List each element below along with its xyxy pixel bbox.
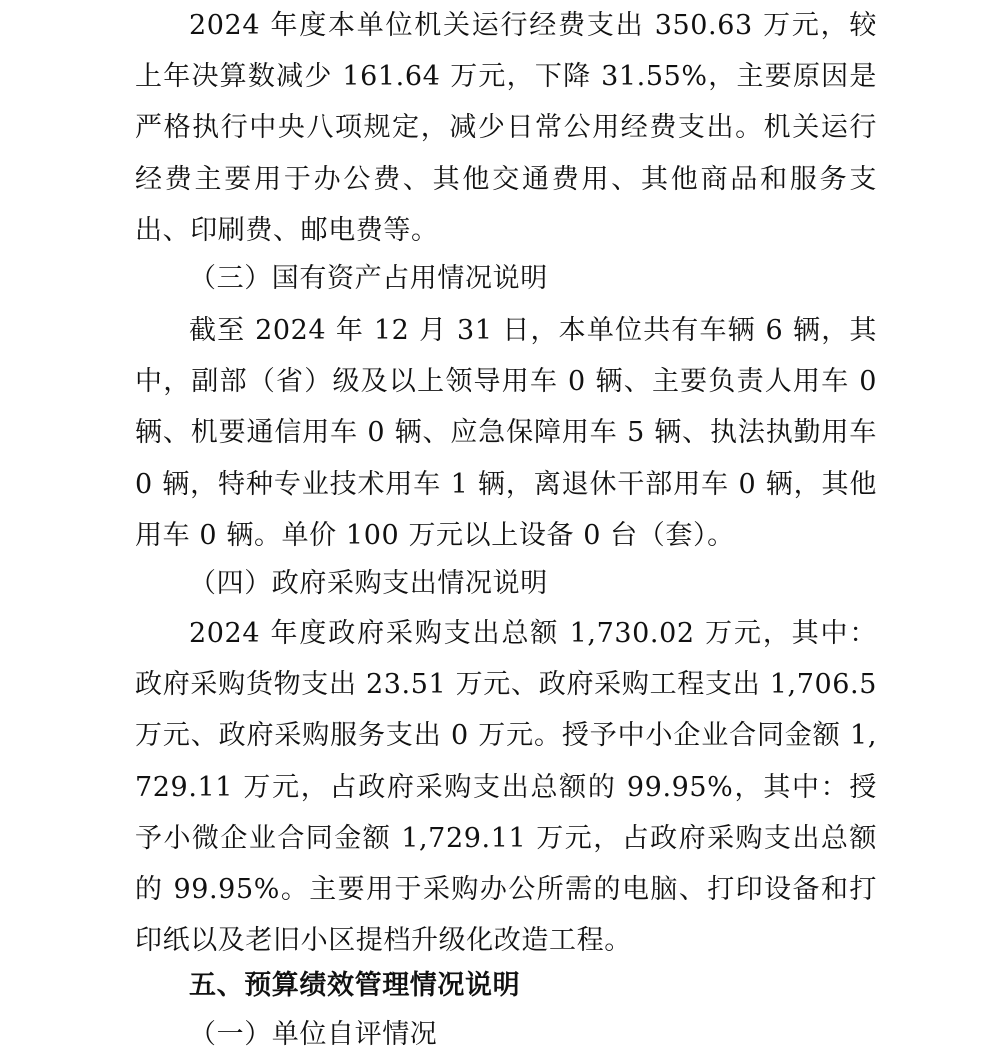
vehicle-assets-paragraph: 截至 2024 年 12 月 31 日，本单位共有车辆 6 辆，其中，副部（省）级及以上领导用车 0 辆、主要负责人用车 0 辆、机要通信用车 0 辆、应急保障用车 5 辆、执法执勤用车 0 辆，特种专业技术用车 1 辆，离退休干部用车 0 辆，其他用车 0 辆。单价 100 万元以上设备 0 台（套）。 <box>135 315 877 551</box>
operating-expense-paragraph: 2024 年度本单位机关运行经费支出 350.63 万元，较上年决算数减少 161.64 万元，下降 31.55%，主要原因是严格执行中央八项规定，减少日常公用经费支出。机关运行经费主要用于办公费、其他交通费用、其他商品和服务支出、印刷费、邮电费等。 <box>135 10 877 246</box>
government-procurement-paragraph: 2024 年度政府采购支出总额 1,730.02 万元，其中：政府采购货物支出 23.51 万元、政府采购工程支出 1,706.5 万元、政府采购服务支出 0 万元。授予中小企业合同金额 1,729.11 万元，占政府采购支出总额的 99.95%，其中：授予小微企业合同金额 1,729.11 万元，占政府采购支出总额的 99.95%。主要用于采购办公所需的电脑、打印设备和打印纸以及老旧小区提档升级化改造工程。 <box>135 618 877 957</box>
government-procurement-heading: （四）政府采购支出情况说明 <box>189 568 548 599</box>
self-evaluation-subheading: （一）单位自评情况 <box>189 1019 438 1050</box>
budget-performance-section-heading: 五、预算绩效管理情况说明 <box>189 970 521 1001</box>
state-assets-heading: （三）国有资产占用情况说明 <box>189 263 548 294</box>
